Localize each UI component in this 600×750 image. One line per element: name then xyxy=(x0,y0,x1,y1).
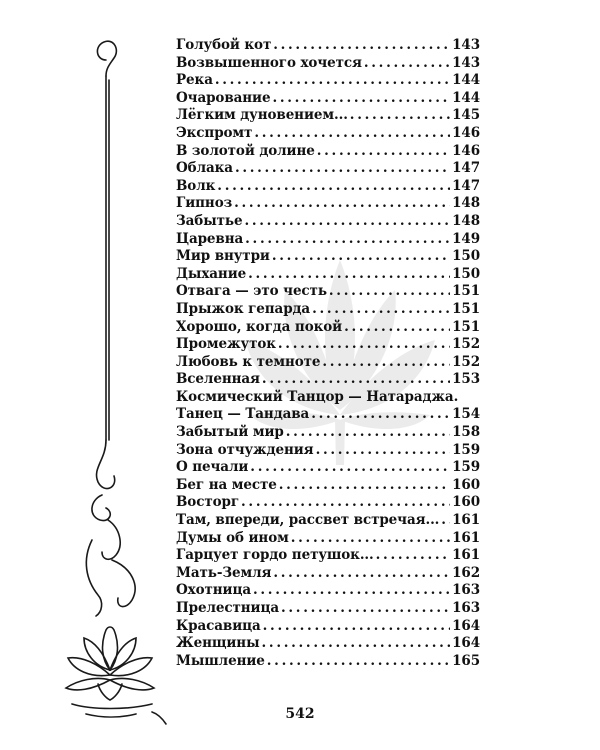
toc-entry-title: Там, впереди, рассвет встречая... xyxy=(176,512,440,529)
toc-entry-title: В золотой долине xyxy=(176,142,315,159)
toc-entry-page: 150 xyxy=(452,265,480,282)
toc-entry-page: 149 xyxy=(452,230,480,247)
dot-leader xyxy=(291,530,450,548)
toc-entry xyxy=(176,231,480,249)
toc-entry xyxy=(176,55,480,73)
toc-entry-title: Волк xyxy=(176,177,216,194)
dot-leader xyxy=(344,319,450,337)
toc-entry-title: Гипноз xyxy=(176,195,233,212)
toc-entry-page: 147 xyxy=(452,177,480,194)
dot-leader xyxy=(273,37,450,55)
dot-leader xyxy=(322,354,450,372)
toc-entry xyxy=(176,530,480,548)
toc-entry-title: Возвышенного хочется xyxy=(176,54,362,71)
toc-entry-page: 159 xyxy=(452,441,480,458)
toc-entry xyxy=(176,582,480,600)
toc-entry-title: Танец — Тандава xyxy=(176,406,310,423)
toc-entry-title: Река xyxy=(176,72,213,89)
toc-entry xyxy=(176,283,480,301)
toc-entry xyxy=(176,635,480,653)
toc-entry xyxy=(176,442,480,460)
lotus-vine-icon xyxy=(62,20,172,730)
toc-entry-title: Забытье xyxy=(176,212,243,229)
toc-entry-page: 164 xyxy=(452,617,480,634)
toc-entry-page: 146 xyxy=(452,142,480,159)
toc-entry-title: Забытый мир xyxy=(176,424,284,441)
toc-entry xyxy=(176,143,480,161)
toc-entry-page: 144 xyxy=(452,89,480,106)
toc-entry-title: Зона отчуждения xyxy=(176,441,314,458)
toc-entry-title: Бег на месте xyxy=(176,476,277,493)
toc-entry-title: Прыжок гепарда xyxy=(176,300,311,317)
toc-entry-page: 160 xyxy=(452,494,480,511)
toc-entry-title: Думы об ином xyxy=(176,529,289,546)
toc-entry-title: Женщины xyxy=(176,635,260,652)
toc-entry-title: Царевна xyxy=(176,230,244,247)
toc-entry-page: 160 xyxy=(452,476,480,493)
toc-entry xyxy=(176,336,480,354)
toc-entry-title: Прелестница xyxy=(176,600,279,616)
toc-entry-title: Очарование xyxy=(176,89,271,106)
toc-entry-page: 165 xyxy=(452,652,480,669)
toc-entry-title: Отвага — это честь xyxy=(176,283,327,300)
toc-entry xyxy=(176,213,480,231)
toc-entry-page: 151 xyxy=(452,318,480,335)
dot-leader xyxy=(364,55,450,73)
toc-entry-page: 164 xyxy=(452,635,480,652)
toc-entry-page: 153 xyxy=(452,371,480,388)
toc-entry-title: Космический Танцор — Натараджа. xyxy=(176,388,459,405)
toc-entry xyxy=(176,266,480,284)
toc-entry-page: 148 xyxy=(452,212,480,229)
toc-entry-page: 146 xyxy=(452,124,480,141)
toc-entry-page: 144 xyxy=(452,72,480,89)
toc-entry-title: Гарцует гордо петушок... xyxy=(176,547,374,564)
toc-entry xyxy=(176,107,480,125)
toc-entry xyxy=(176,195,480,213)
toc-entry-title: Голубой кот xyxy=(176,37,272,53)
toc-entry xyxy=(176,406,480,424)
dot-leader xyxy=(329,283,450,301)
dot-leader xyxy=(272,90,450,108)
toc-entry-title: Красавица xyxy=(176,617,261,634)
toc-entry-page: 151 xyxy=(452,283,480,300)
dot-leader xyxy=(272,248,450,266)
toc-entry xyxy=(176,371,480,389)
dot-leader xyxy=(262,371,450,389)
toc-entry-title: Хорошо, когда покой xyxy=(176,318,343,335)
dot-leader xyxy=(215,72,450,90)
dot-leader xyxy=(278,336,450,354)
toc-entry-page: 159 xyxy=(452,459,480,476)
dot-leader xyxy=(441,512,450,530)
dot-leader xyxy=(312,301,450,319)
toc-entry xyxy=(176,494,480,512)
toc-entry xyxy=(176,618,480,636)
dot-leader xyxy=(311,406,450,424)
toc-entry xyxy=(176,512,480,530)
dot-leader xyxy=(273,565,450,583)
toc-entry-title: Восторг xyxy=(176,494,240,511)
toc-entry-page: 150 xyxy=(452,248,480,265)
toc-entry-title: Мышление xyxy=(176,652,265,669)
toc-entry xyxy=(176,160,480,178)
toc-entry-title: Экспромт xyxy=(176,124,253,141)
toc-entry-title: Облака xyxy=(176,160,233,177)
page-number: 542 xyxy=(285,706,315,722)
toc-entry-title: Промежуток xyxy=(176,336,276,353)
toc-entry-title: Дыхание xyxy=(176,265,247,282)
dot-leader xyxy=(262,635,451,653)
toc-entry-page: 152 xyxy=(452,353,480,370)
dot-leader xyxy=(376,547,450,565)
toc-entry xyxy=(176,565,480,583)
toc-entry xyxy=(176,459,480,477)
dot-leader xyxy=(286,424,450,442)
toc-entry-page: 161 xyxy=(452,547,480,564)
dot-leader xyxy=(316,442,451,460)
toc-entry-page: 145 xyxy=(452,107,480,124)
dot-leader xyxy=(350,107,450,125)
toc-entry-page: 151 xyxy=(452,300,480,317)
toc-entry-page: 148 xyxy=(452,195,480,212)
dot-leader xyxy=(235,160,450,178)
dot-leader xyxy=(279,477,450,495)
dot-leader xyxy=(245,231,450,249)
dot-leader xyxy=(263,618,450,636)
dot-leader xyxy=(281,600,450,618)
toc-entry-page: 161 xyxy=(452,529,480,546)
dot-leader xyxy=(234,195,450,213)
toc-entry xyxy=(176,319,480,337)
toc-entry xyxy=(176,547,480,565)
toc-entry-title: Мир внутри xyxy=(176,248,270,265)
dot-leader xyxy=(254,125,450,143)
dot-leader xyxy=(241,494,450,512)
toc-entry xyxy=(176,354,480,372)
toc-entry-title: Вселенная xyxy=(176,371,260,388)
toc-entry xyxy=(176,301,480,319)
dot-leader xyxy=(317,143,450,161)
dot-leader xyxy=(267,653,450,671)
dot-leader xyxy=(253,582,450,600)
toc-entry-title: О печали xyxy=(176,459,249,476)
toc-entry xyxy=(176,653,480,671)
toc-entry xyxy=(176,248,480,266)
toc-entry-title: Мать-Земля xyxy=(176,564,272,581)
toc-entry-page: 154 xyxy=(452,406,480,423)
toc-entry xyxy=(176,600,480,618)
toc-entry xyxy=(176,424,480,442)
dot-leader xyxy=(244,213,450,231)
toc-entry-page: 147 xyxy=(452,160,480,177)
dot-leader xyxy=(250,459,450,477)
toc-entry-title: Охотница xyxy=(176,582,251,599)
toc-entry-page: 143 xyxy=(452,54,480,71)
dot-leader xyxy=(248,266,450,284)
toc-entry-page: 143 xyxy=(452,37,480,53)
toc-entry xyxy=(176,477,480,495)
dot-leader xyxy=(217,178,450,196)
toc-entry xyxy=(176,37,480,55)
table-of-contents xyxy=(176,37,480,670)
toc-entry-title: Лёгким дуновением... xyxy=(176,107,348,124)
toc-entry-page: 152 xyxy=(452,336,480,353)
toc-entry-page: 161 xyxy=(452,512,480,529)
toc-entry xyxy=(176,178,480,196)
toc-entry-page: 162 xyxy=(452,564,480,581)
toc-entry-page: 158 xyxy=(452,424,480,441)
toc-entry-page: 163 xyxy=(452,582,480,599)
toc-entry-title: Любовь к темноте xyxy=(176,353,321,370)
toc-entry xyxy=(176,389,480,407)
toc-entry xyxy=(176,72,480,90)
toc-entry xyxy=(176,90,480,108)
toc-entry xyxy=(176,125,480,143)
toc-entry-page: 163 xyxy=(452,600,480,616)
